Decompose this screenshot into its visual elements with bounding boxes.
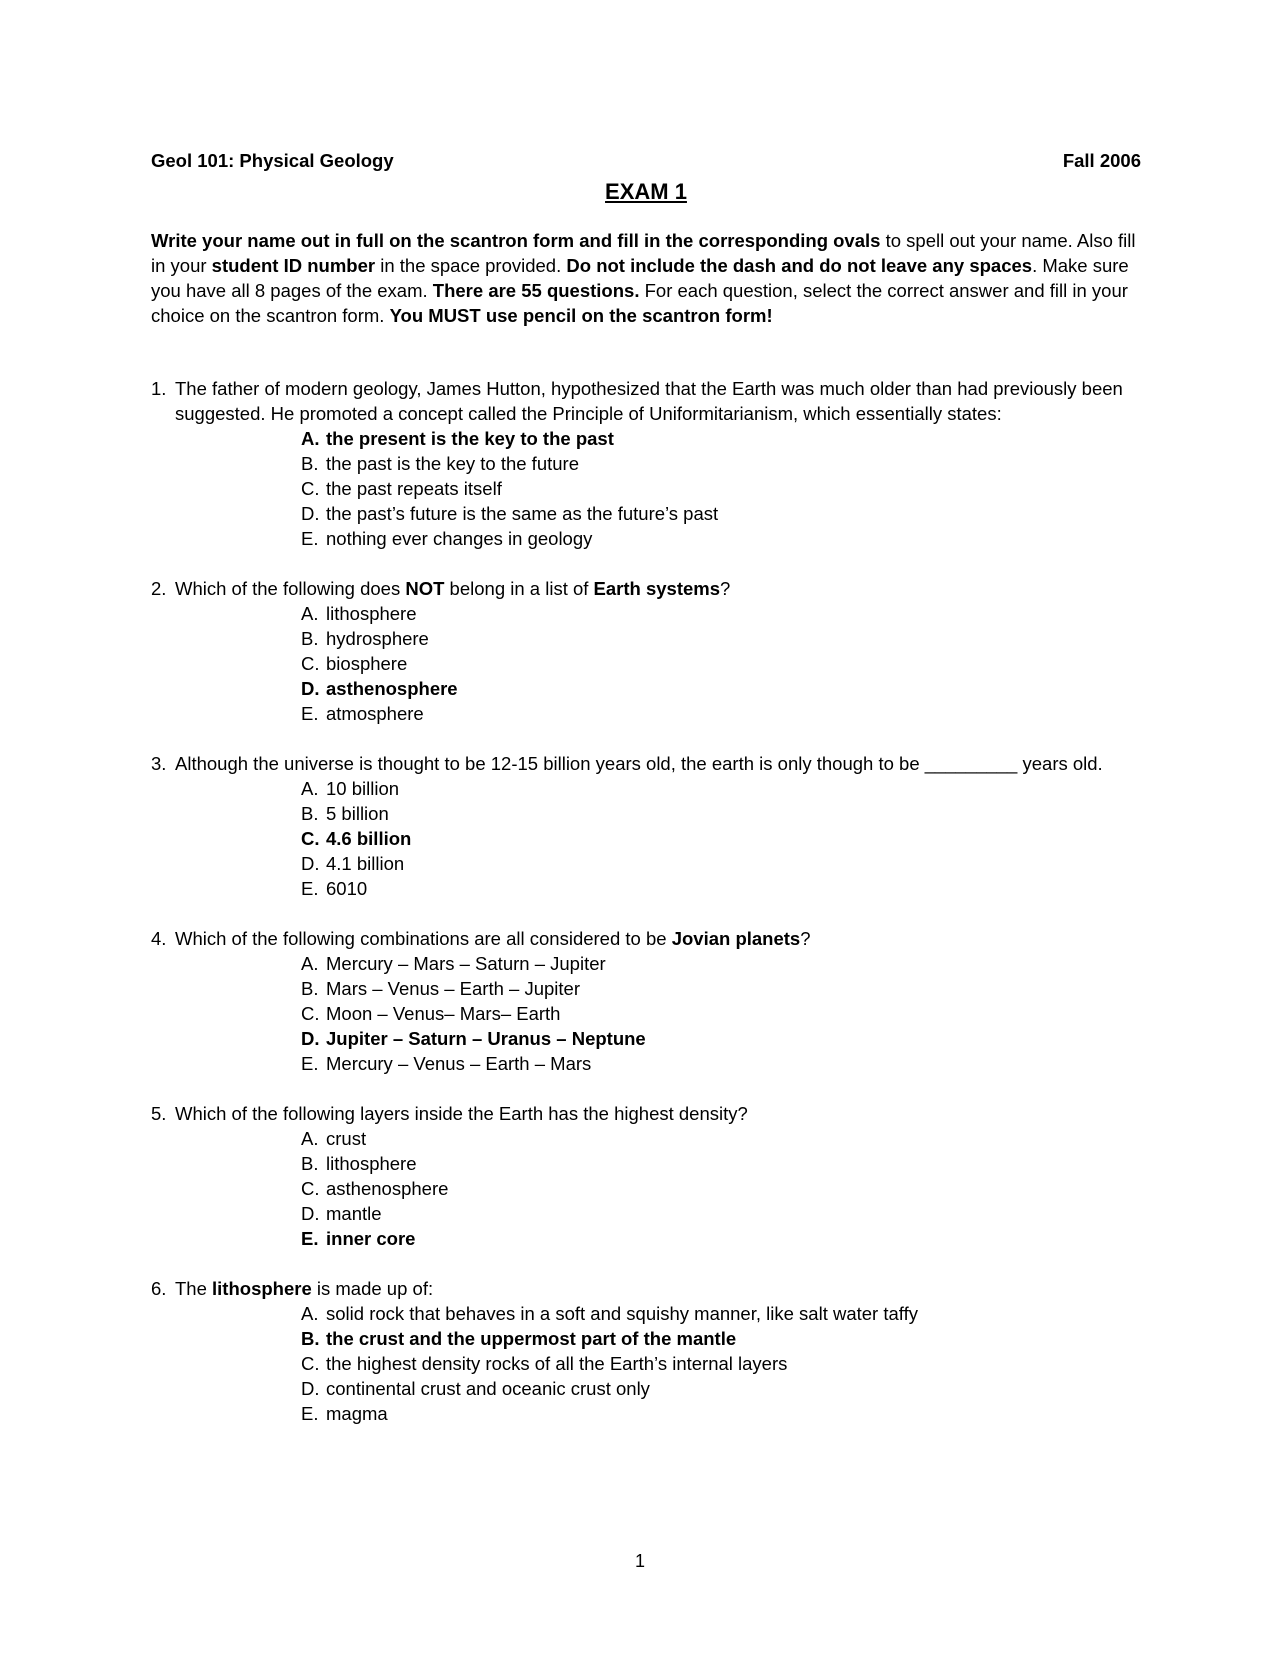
answer-options <box>151 601 1141 726</box>
answer-options <box>151 426 1141 551</box>
answer-option <box>301 651 1141 676</box>
answer-option <box>301 676 1141 701</box>
option-text: the past’s future is the same as the future’s past <box>326 503 719 524</box>
answer-option <box>301 476 1141 501</box>
option-letter: A. <box>301 428 320 449</box>
question-text-part: The <box>175 1278 213 1299</box>
answer-option <box>301 776 1141 801</box>
answer-option <box>301 1051 1141 1076</box>
option-letter: D. <box>301 678 320 699</box>
option-letter: E. <box>301 1228 319 1249</box>
option-letter: A. <box>301 1303 319 1324</box>
answer-option <box>301 951 1141 976</box>
option-text: lithosphere <box>326 603 417 624</box>
answer-option <box>301 1001 1141 1026</box>
option-text: Jupiter – Saturn – Uranus – Neptune <box>326 1028 646 1049</box>
question-stem <box>151 751 1141 776</box>
option-letter: E. <box>301 703 319 724</box>
option-letter: C. <box>301 1178 320 1199</box>
question-number: 2. <box>151 578 167 599</box>
question-emphasis: Earth systems <box>593 578 721 599</box>
instruction-text-2: in the space provided. <box>375 255 567 276</box>
course-title: Geol 101: Physical Geology <box>151 150 394 171</box>
question-5 <box>151 1101 1141 1251</box>
option-letter: C. <box>301 653 320 674</box>
answer-option <box>301 1201 1141 1226</box>
question-text <box>175 1276 1141 1301</box>
option-text: nothing ever changes in geology <box>326 528 593 549</box>
option-text: 5 billion <box>326 803 389 824</box>
option-text: hydrosphere <box>326 628 429 649</box>
question-emphasis: lithosphere <box>212 1278 312 1299</box>
question-stem <box>151 576 1141 601</box>
option-letter: E. <box>301 1403 319 1424</box>
option-text: the past repeats itself <box>326 478 502 499</box>
option-letter: C. <box>301 828 320 849</box>
question-text-part: Which of the following does <box>175 578 406 599</box>
question-3 <box>151 751 1141 901</box>
option-text: lithosphere <box>326 1153 417 1174</box>
option-letter: A. <box>301 1128 319 1149</box>
option-text: atmosphere <box>326 703 424 724</box>
option-letter: B. <box>301 1153 319 1174</box>
option-text: 6010 <box>326 878 368 899</box>
page-number: 1 <box>634 1551 645 1571</box>
option-letter: A. <box>301 778 319 799</box>
question-text: Which of the following layers inside the Earth has the highest density? <box>175 1103 748 1124</box>
option-letter: C. <box>301 1353 320 1374</box>
question-number: 3. <box>151 753 167 774</box>
answer-options <box>151 776 1141 901</box>
question-text <box>175 576 1141 601</box>
instructions <box>151 228 1141 328</box>
answer-option <box>301 426 1141 451</box>
instruction-bold-5: You MUST use pencil on the scantron form! <box>389 305 773 326</box>
question-text <box>175 926 1141 951</box>
option-text: mantle <box>326 1203 382 1224</box>
header <box>151 150 1141 176</box>
option-letter: D. <box>301 1378 320 1399</box>
option-text: Mercury – Venus – Earth – Mars <box>326 1053 592 1074</box>
answer-option <box>301 1026 1141 1051</box>
answer-option <box>301 1226 1141 1251</box>
exam-title: EXAM 1 <box>605 179 687 204</box>
question-text: The father of modern geology, James Hutton, hypothesized that the Earth was much older than had previously been suggested. He promoted a concept called the Principle of Uniformitarianism, which essentially states: <box>175 378 1123 424</box>
option-letter: E. <box>301 528 319 549</box>
question-number: 4. <box>151 928 167 949</box>
option-text: Mars – Venus – Earth – Jupiter <box>326 978 580 999</box>
option-letter: C. <box>301 1003 320 1024</box>
instruction-text-1: to spell out your name. Also fill in your <box>151 230 1136 276</box>
option-text: 4.6 billion <box>326 828 412 849</box>
option-text: asthenosphere <box>326 1178 449 1199</box>
answer-options <box>151 1126 1141 1251</box>
option-letter: C. <box>301 478 320 499</box>
question-emphasis: Jovian planets <box>671 928 801 949</box>
instruction-bold-2: student ID number <box>211 255 376 276</box>
answer-option <box>301 801 1141 826</box>
question-6 <box>151 1276 1141 1426</box>
question-emphasis: NOT <box>405 578 445 599</box>
question-stem <box>151 1101 1141 1126</box>
instruction-text-3: . Make sure you have all 8 pages of the exam. <box>151 255 1129 301</box>
term-label: Fall 2006 <box>1062 150 1141 171</box>
question-list <box>151 376 1141 1426</box>
option-letter: E. <box>301 878 319 899</box>
answer-option <box>301 701 1141 726</box>
question-number: 6. <box>151 1278 167 1299</box>
option-text: the crust and the uppermost part of the mantle <box>326 1328 737 1349</box>
option-letter: A. <box>301 953 319 974</box>
answer-option <box>301 1351 1141 1376</box>
instruction-bold-4: There are 55 questions. <box>432 280 640 301</box>
option-text: biosphere <box>326 653 408 674</box>
option-text: 4.1 billion <box>326 853 405 874</box>
option-letter: B. <box>301 978 319 999</box>
option-letter: B. <box>301 1328 320 1349</box>
answer-option <box>301 876 1141 901</box>
question-text-part: ? <box>800 928 811 949</box>
option-text: crust <box>326 1128 367 1149</box>
question-text-part: is made up of: <box>311 1278 434 1299</box>
answer-options <box>151 951 1141 1076</box>
answer-option <box>301 1126 1141 1151</box>
answer-option <box>301 1401 1141 1426</box>
answer-option <box>301 626 1141 651</box>
answer-option <box>301 1301 1141 1326</box>
option-text: inner core <box>326 1228 416 1249</box>
option-text: asthenosphere <box>326 678 458 699</box>
option-text: solid rock that behaves in a soft and squishy manner, like salt water taffy <box>326 1303 918 1324</box>
instruction-bold-1: Write your name out in full on the scantron form and fill in the corresponding ovals <box>151 230 881 251</box>
answer-option <box>301 601 1141 626</box>
option-letter: D. <box>301 503 320 524</box>
option-text: the highest density rocks of all the Earth’s internal layers <box>326 1353 788 1374</box>
answer-option <box>301 1326 1141 1351</box>
option-letter: D. <box>301 853 320 874</box>
question-stem <box>151 1276 1141 1301</box>
instruction-text-4: For each question, select the correct answer and fill in your choice on the scantron form. <box>151 280 1128 326</box>
question-number: 1. <box>151 378 167 399</box>
answer-option <box>301 526 1141 551</box>
option-text: continental crust and oceanic crust only <box>326 1378 650 1399</box>
question-2 <box>151 576 1141 726</box>
option-text: the past is the key to the future <box>326 453 579 474</box>
answer-option <box>301 501 1141 526</box>
option-letter: B. <box>301 628 319 649</box>
answer-option <box>301 451 1141 476</box>
answer-option <box>301 976 1141 1001</box>
answer-options <box>151 1301 1141 1426</box>
answer-option <box>301 1376 1141 1401</box>
question-text-part: Which of the following combinations are all considered to be <box>175 928 672 949</box>
answer-option <box>301 851 1141 876</box>
exam-page <box>151 150 1141 1451</box>
instruction-bold-3: Do not include the dash and do not leave any spaces <box>566 255 1033 276</box>
answer-option <box>301 1151 1141 1176</box>
option-letter: D. <box>301 1028 320 1049</box>
question-stem <box>151 376 1141 426</box>
question-stem <box>151 926 1141 951</box>
option-letter: B. <box>301 803 319 824</box>
option-text: Mercury – Mars – Saturn – Jupiter <box>326 953 606 974</box>
answer-option <box>301 1176 1141 1201</box>
question-number: 5. <box>151 1103 167 1124</box>
option-letter: B. <box>301 453 319 474</box>
option-letter: E. <box>301 1053 319 1074</box>
question-text-part: belong in a list of <box>444 578 594 599</box>
question-text-part: ? <box>720 578 731 599</box>
question-4 <box>151 926 1141 1076</box>
question-1 <box>151 376 1141 551</box>
option-text: the present is the key to the past <box>326 428 614 449</box>
question-text: Although the universe is thought to be 12-15 billion years old, the earth is only though to be _________ years old. <box>175 753 1103 774</box>
option-letter: D. <box>301 1203 320 1224</box>
answer-option <box>301 826 1141 851</box>
option-text: magma <box>326 1403 388 1424</box>
option-letter: A. <box>301 603 319 624</box>
option-text: 10 billion <box>326 778 400 799</box>
option-text: Moon – Venus– Mars– Earth <box>326 1003 561 1024</box>
